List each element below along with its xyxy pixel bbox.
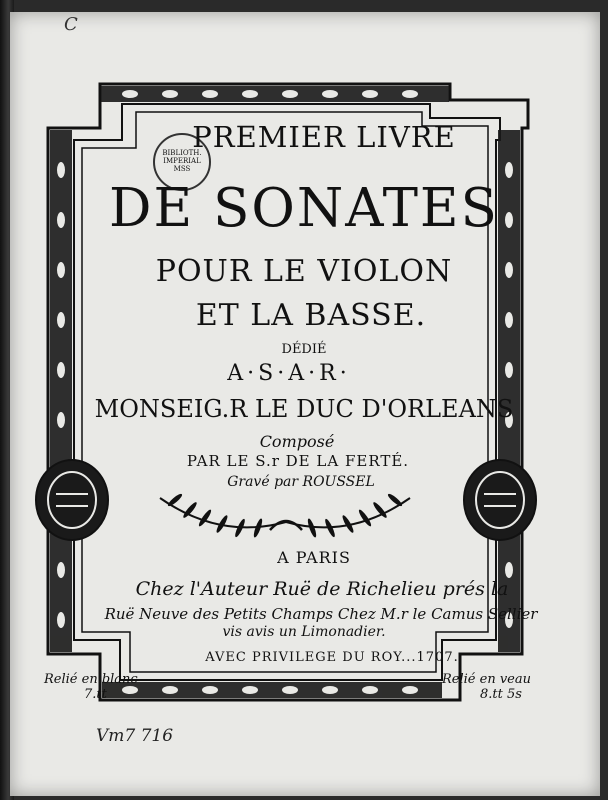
binding-note-text: Relié en blanc: [44, 672, 138, 687]
dedication-label: DÉDIÉ: [281, 342, 327, 357]
address-line-1: Chez l'Auteur Ruë de Richelieu prés la: [135, 578, 509, 600]
shelfmark: Vm7 716: [96, 726, 174, 746]
title-line-2: DE SONATES: [109, 178, 499, 239]
stamp-line: MSS: [173, 165, 191, 173]
laurel-ornament: [160, 492, 410, 538]
dedication-initials: A·S·A·R·: [227, 361, 351, 386]
compose-label: Composé: [259, 432, 335, 451]
title-line-3: POUR LE VIOLON: [155, 254, 453, 289]
address-line-2: Ruë Neuve des Petits Champs Chez M.r le Camus Sellier: [104, 605, 538, 623]
stamp-line: BIBLIOTH.: [162, 149, 202, 157]
left-medallion: [36, 460, 108, 540]
city: A PARIS: [277, 548, 351, 567]
binding-note-left: [44, 672, 138, 702]
title-line-1: PREMIER LIVRE: [192, 120, 456, 154]
right-medallion: [464, 460, 536, 540]
dedicatee: MONSEIG.R LE DUC D'ORLEANS: [94, 395, 514, 423]
composer: PAR LE S.r DE LA FERTÉ.: [186, 452, 410, 470]
address-line-3: vis avis un Limonadier.: [222, 624, 386, 640]
binding-price: 7.tt: [84, 687, 107, 702]
stamp-line: IMPERIAL: [163, 157, 201, 165]
engraver: Gravé par ROUSSEL: [227, 474, 375, 490]
privilege-line: AVEC PRIVILEGE DU ROY...1707.: [205, 650, 459, 665]
binding-note-text: Relié en veau: [442, 672, 531, 687]
binding-note-right: [442, 672, 531, 702]
corner-mark: C: [64, 14, 78, 35]
title-line-4: ET LA BASSE.: [195, 298, 427, 333]
binding-price: 8.tt 5s: [480, 687, 522, 702]
